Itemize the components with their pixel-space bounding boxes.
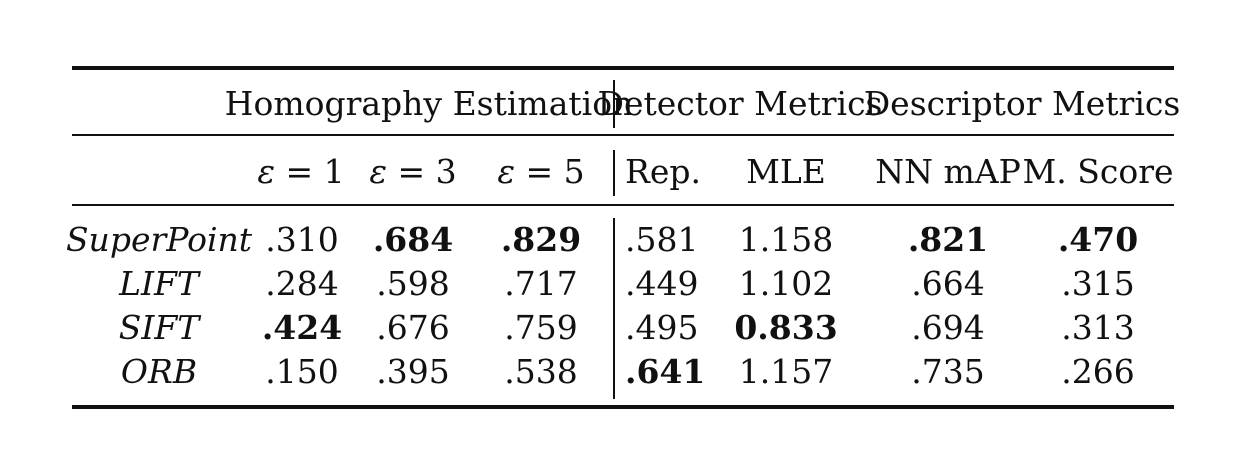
cell-eps3: .676 — [376, 308, 450, 347]
row-method-sift: SIFT — [118, 308, 200, 347]
cell-eps3: .598 — [376, 264, 450, 303]
results-table — [65, 62, 1181, 412]
subheader-rep: Rep. — [625, 152, 701, 191]
cell-eps1: .150 — [265, 352, 339, 391]
subheader-rule — [72, 204, 1174, 206]
row-method-superpoint: SuperPoint — [65, 220, 253, 259]
cell-m-score: .470 — [1057, 220, 1139, 259]
subheader-eps-3 — [369, 152, 456, 192]
row-method-orb: ORB — [120, 352, 198, 391]
group-divider — [613, 150, 615, 196]
bottom-rule — [72, 405, 1174, 409]
subheader-eps-3-value: = 3 — [387, 152, 457, 191]
cell-eps3: .684 — [372, 220, 454, 259]
cell-mle: 0.833 — [734, 308, 838, 347]
cell-rep: .641 — [625, 352, 706, 391]
cell-eps5: .829 — [500, 220, 582, 259]
subheader-m-score: M. Score — [1022, 152, 1174, 191]
cell-rep: .495 — [625, 308, 699, 347]
epsilon-symbol: ε — [369, 152, 388, 191]
cell-eps1: .284 — [265, 264, 339, 303]
cell-eps1: .310 — [265, 220, 339, 259]
cell-nn-map: .694 — [911, 308, 985, 347]
cell-m-score: .313 — [1061, 308, 1135, 347]
cell-rep: .449 — [625, 264, 699, 303]
cell-nn-map: .821 — [907, 220, 989, 259]
subheader-eps-5-value: = 5 — [515, 152, 585, 191]
header-detector-metrics: Detector Metrics — [597, 84, 883, 123]
cell-eps1: .424 — [261, 308, 343, 347]
cell-m-score: .266 — [1061, 352, 1135, 391]
subheader-nn-map: NN mAP — [875, 152, 1021, 191]
header-rule — [72, 134, 1174, 136]
subheader-eps-1 — [257, 152, 344, 192]
cell-eps5: .717 — [504, 264, 578, 303]
subheader-mle: MLE — [746, 152, 826, 191]
cell-eps5: .759 — [504, 308, 578, 347]
header-homography-estimation: Homography Estimation — [224, 84, 634, 123]
top-rule — [72, 66, 1174, 70]
epsilon-symbol: ε — [257, 152, 276, 191]
subheader-eps-5 — [497, 152, 584, 192]
cell-mle: 1.102 — [738, 264, 834, 303]
cell-m-score: .315 — [1061, 264, 1135, 303]
row-method-lift: LIFT — [119, 264, 199, 303]
cell-eps5: .538 — [504, 352, 578, 391]
cell-mle: 1.158 — [738, 220, 834, 259]
subheader-eps-1-value: = 1 — [275, 152, 345, 191]
cell-nn-map: .735 — [911, 352, 985, 391]
cell-eps3: .395 — [376, 352, 450, 391]
cell-mle: 1.157 — [738, 352, 834, 391]
cell-rep: .581 — [625, 220, 699, 259]
cell-nn-map: .664 — [911, 264, 985, 303]
header-descriptor-metrics: Descriptor Metrics — [863, 84, 1181, 123]
epsilon-symbol: ε — [497, 152, 516, 191]
group-divider — [613, 218, 615, 399]
